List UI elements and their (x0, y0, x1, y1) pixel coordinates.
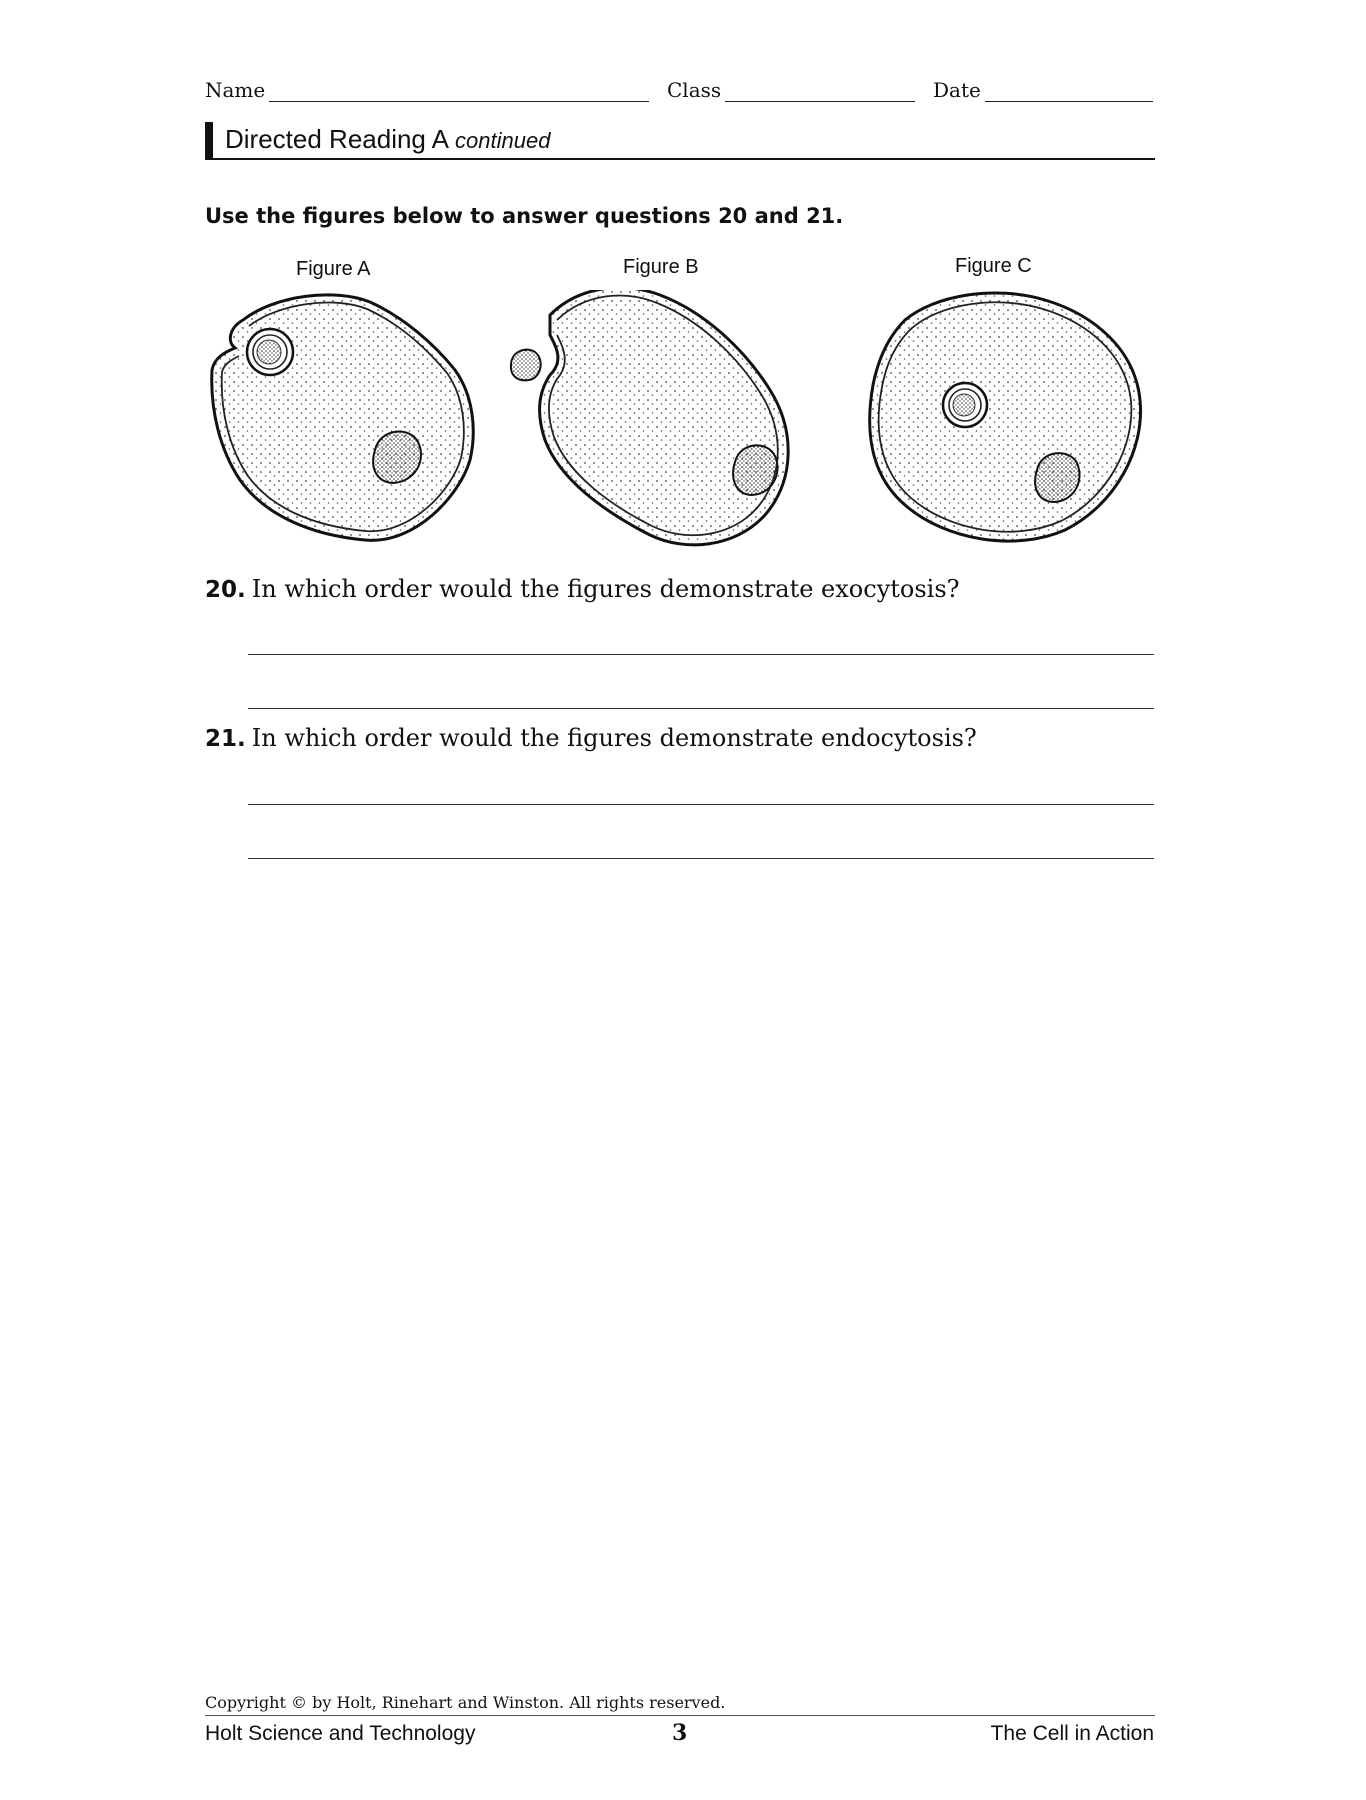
footer-publisher: Holt Science and Technology (205, 1722, 476, 1745)
answer-line-20-2[interactable] (248, 708, 1154, 709)
question-21 (205, 724, 977, 752)
section-continued: continued (455, 128, 551, 153)
date-label: Date (933, 78, 981, 102)
answer-line-20-1[interactable] (248, 654, 1154, 655)
figure-b-label: Figure B (623, 256, 699, 278)
section-title (225, 124, 550, 155)
title-marker (205, 122, 213, 158)
question-text: In which order would the figures demonstrate endocytosis? (251, 724, 977, 752)
class-label: Class (667, 78, 722, 102)
figure-c-cell (870, 293, 1141, 541)
question-20 (205, 575, 960, 603)
name-blank[interactable] (269, 79, 649, 102)
instruction-text: Use the figures below to answer questions 20 and 21. (205, 204, 844, 228)
figure-b-cell (511, 290, 788, 545)
question-text: In which order would the figures demonstrate exocytosis? (251, 575, 960, 603)
cell-figures-illustration (205, 290, 1155, 560)
figure-a-cell (212, 295, 474, 540)
footer-book-title: The Cell in Action (990, 1722, 1154, 1745)
copyright-notice: Copyright © by Holt, Rinehart and Winston. All rights reserved. (205, 1693, 726, 1712)
figure-a-label: Figure A (296, 258, 371, 280)
footer-rule (205, 1715, 1155, 1716)
page-number: 3 (672, 1720, 688, 1746)
section-title-text: Directed Reading A (225, 124, 450, 154)
figure-c-label: Figure C (955, 255, 1032, 277)
date-field[interactable] (933, 78, 1153, 102)
section-title-bar (205, 122, 1155, 160)
name-label: Name (205, 78, 266, 102)
class-field[interactable] (667, 78, 915, 102)
answer-line-21-2[interactable] (248, 858, 1154, 859)
date-blank[interactable] (985, 79, 1153, 102)
answer-line-21-1[interactable] (248, 804, 1154, 805)
question-number: 20. (205, 577, 246, 603)
class-blank[interactable] (725, 79, 915, 102)
name-field[interactable] (205, 78, 649, 102)
header-fields (205, 78, 1155, 106)
question-number: 21. (205, 726, 246, 752)
